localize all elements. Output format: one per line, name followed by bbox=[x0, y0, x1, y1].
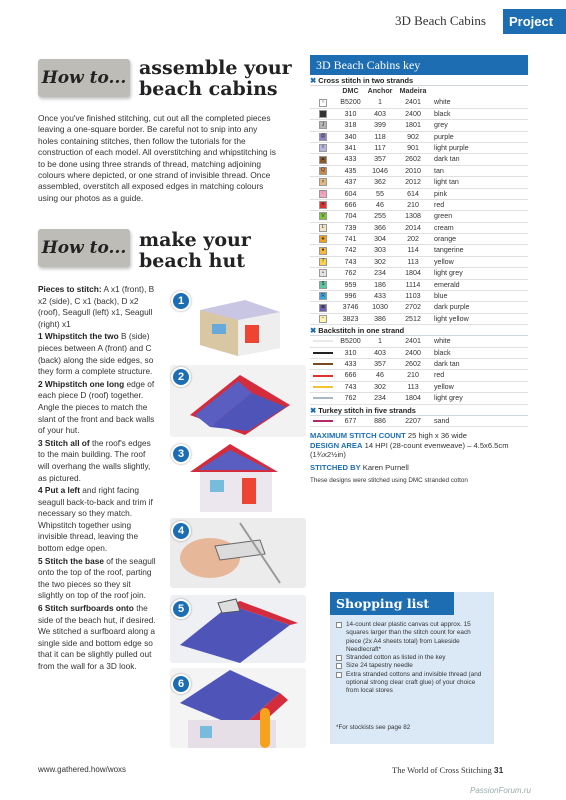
key-row bbox=[310, 370, 528, 381]
key-dmc: 739 bbox=[344, 223, 357, 232]
key-madeira: 1308 bbox=[405, 212, 421, 221]
key-dmc: 741 bbox=[344, 235, 357, 244]
key-madeira: 2401 bbox=[405, 337, 421, 346]
meta-value: Karen Purnell bbox=[362, 462, 409, 472]
key-symbol bbox=[310, 314, 336, 324]
backstitch-swatch bbox=[313, 386, 333, 388]
cross-icon: ✖ bbox=[310, 405, 317, 415]
key-dmc: 677 bbox=[344, 416, 357, 425]
key-anchor: 433 bbox=[374, 292, 386, 301]
key-name: white bbox=[434, 98, 451, 107]
key-anchor: 186 bbox=[374, 280, 386, 289]
key-row bbox=[310, 348, 528, 359]
key-subhead bbox=[310, 75, 528, 86]
key-row bbox=[310, 223, 528, 234]
symbol-swatch: ∩ bbox=[319, 99, 327, 107]
key-madeira: 1103 bbox=[405, 292, 421, 301]
symbol-swatch: L bbox=[319, 224, 327, 232]
design-area bbox=[310, 441, 528, 459]
key-madeira: 1114 bbox=[405, 280, 421, 289]
key-row bbox=[310, 314, 528, 325]
step-title: 5 Stitch the base bbox=[38, 555, 104, 566]
key-anchor: 117 bbox=[374, 143, 386, 152]
key-name: red bbox=[434, 200, 445, 209]
key-madeira: 614 bbox=[407, 189, 419, 198]
thread-key bbox=[310, 55, 528, 484]
key-row bbox=[310, 177, 528, 188]
checkbox-icon bbox=[336, 622, 342, 628]
symbol-swatch: J bbox=[319, 121, 327, 129]
key-row bbox=[310, 109, 528, 120]
key-row bbox=[310, 416, 528, 427]
step-number: 1 bbox=[171, 291, 191, 311]
key-name: orange bbox=[434, 235, 457, 244]
key-madeira: 902 bbox=[407, 132, 419, 141]
key-name: light purple bbox=[434, 143, 469, 152]
step-text: of the seagull onto the top of the roof, parting the two pieces so they sit slightly on top of the roof join. bbox=[38, 555, 156, 601]
symbol-swatch: ? bbox=[319, 258, 327, 266]
key-anchor: 46 bbox=[376, 371, 384, 380]
backstitch-swatch bbox=[313, 397, 333, 399]
meta-value: 25 high x 36 wide bbox=[407, 430, 467, 440]
step-paragraph bbox=[38, 556, 156, 602]
key-row bbox=[310, 234, 528, 245]
symbol-swatch: • bbox=[319, 269, 327, 277]
key-madeira: 2602 bbox=[405, 155, 421, 164]
key-symbol bbox=[310, 291, 336, 301]
key-symbol bbox=[310, 154, 336, 164]
key-madeira: 2401 bbox=[405, 98, 421, 107]
key-symbol bbox=[310, 245, 336, 255]
backstitch-swatch bbox=[313, 340, 333, 342]
key-symbol bbox=[310, 120, 336, 130]
col-madeira: Madeira bbox=[399, 87, 427, 95]
key-dmc: 433 bbox=[344, 359, 357, 368]
key-anchor: 234 bbox=[374, 394, 386, 403]
key-symbol bbox=[310, 166, 336, 176]
key-madeira: 2010 bbox=[405, 166, 421, 175]
key-dmc: 959 bbox=[344, 280, 357, 289]
key-madeira: 113 bbox=[407, 382, 419, 391]
key-row bbox=[310, 97, 528, 108]
key-subhead bbox=[310, 325, 528, 336]
step-number: 3 bbox=[171, 444, 191, 464]
key-dmc: 743 bbox=[344, 382, 357, 391]
key-madeira: 2207 bbox=[405, 416, 421, 425]
key-row bbox=[310, 120, 528, 131]
key-madeira: 114 bbox=[407, 246, 419, 255]
symbol-swatch: ◊ bbox=[319, 144, 327, 152]
step-text: A x1 (front), B x2 (side), C x1 (back), D x2 (roof), Seagull (left) x1, Seagull (right) x1 bbox=[38, 284, 155, 329]
key-name: light tan bbox=[434, 178, 459, 187]
back-rows bbox=[310, 336, 528, 404]
key-name: green bbox=[434, 212, 453, 221]
key-name: pink bbox=[434, 189, 448, 198]
backstitch-swatch bbox=[313, 363, 333, 365]
key-symbol bbox=[310, 234, 336, 244]
symbol-swatch: Q bbox=[319, 167, 327, 175]
heading-line: assemble your bbox=[139, 57, 292, 79]
shopping-items bbox=[336, 621, 486, 696]
key-dmc: B5200 bbox=[340, 98, 361, 107]
key-row bbox=[310, 280, 528, 291]
key-dmc: 340 bbox=[344, 132, 357, 141]
key-anchor: 302 bbox=[374, 382, 386, 391]
turkey-rows bbox=[310, 416, 528, 427]
stitched-by bbox=[310, 463, 528, 472]
step-title: 6 Stitch surfboards onto bbox=[38, 603, 134, 614]
key-row bbox=[310, 211, 528, 222]
symbol-swatch: − bbox=[319, 315, 327, 323]
key-symbol bbox=[310, 200, 336, 210]
step-paragraph bbox=[38, 331, 156, 377]
symbol-swatch: ● bbox=[319, 247, 327, 255]
cross-icon: ✖ bbox=[310, 76, 317, 85]
key-name: emerald bbox=[434, 280, 460, 289]
key-row bbox=[310, 393, 528, 404]
footer-magazine bbox=[392, 765, 503, 775]
checkbox-icon bbox=[336, 672, 342, 678]
col-anchor: Anchor bbox=[367, 87, 393, 95]
meta-label: DESIGN AREA bbox=[310, 440, 363, 450]
key-madeira: 2400 bbox=[405, 109, 421, 118]
key-row bbox=[310, 291, 528, 302]
key-anchor: 357 bbox=[374, 155, 386, 164]
key-row bbox=[310, 132, 528, 143]
symbol-swatch: ● bbox=[319, 201, 327, 209]
key-madeira: 202 bbox=[407, 235, 419, 244]
key-name: light grey bbox=[434, 269, 463, 278]
key-symbol bbox=[310, 336, 336, 346]
key-symbol bbox=[310, 97, 336, 107]
shopping-title: Shopping list bbox=[330, 592, 454, 615]
key-subhead bbox=[310, 405, 528, 416]
key-dmc: 666 bbox=[344, 371, 357, 380]
key-symbol bbox=[310, 370, 336, 380]
step-number: 6 bbox=[171, 674, 191, 694]
key-madeira: 1804 bbox=[405, 269, 421, 278]
heading-line: beach cabins bbox=[139, 78, 278, 100]
key-dmc: 437 bbox=[344, 178, 357, 187]
shopping-item bbox=[336, 654, 486, 662]
shopping-text: Size 24 tapestry needle bbox=[346, 662, 413, 670]
cross-title: Cross stitch in two strands bbox=[318, 76, 414, 85]
symbol-swatch: V bbox=[319, 212, 327, 220]
key-dmc: 762 bbox=[344, 269, 357, 278]
key-row bbox=[310, 359, 528, 370]
key-madeira: 2400 bbox=[405, 348, 421, 357]
checkbox-icon bbox=[336, 663, 342, 669]
key-madeira: 2602 bbox=[405, 359, 421, 368]
key-anchor: 399 bbox=[374, 121, 386, 130]
key-anchor: 1030 bbox=[372, 303, 388, 312]
key-row bbox=[310, 166, 528, 177]
shopping-text: Stranded cotton as listed in the key bbox=[346, 654, 446, 662]
checkbox-icon bbox=[336, 655, 342, 661]
key-madeira: 1801 bbox=[405, 121, 421, 130]
key-symbol bbox=[310, 268, 336, 278]
footer-url: www.gathered.how/woxs bbox=[38, 765, 127, 774]
key-symbol bbox=[310, 359, 336, 369]
key-anchor: 1 bbox=[378, 337, 382, 346]
watermark: PassionForum.ru bbox=[470, 786, 531, 795]
key-name: dark tan bbox=[434, 359, 460, 368]
key-row bbox=[310, 336, 528, 347]
key-symbol bbox=[310, 257, 336, 267]
symbol-swatch: × bbox=[319, 178, 327, 186]
step-title: Pieces to stitch: bbox=[38, 284, 102, 294]
heading-line: make your bbox=[139, 229, 251, 251]
key-anchor: 302 bbox=[374, 257, 386, 266]
symbol-swatch: @ bbox=[320, 133, 326, 140]
shopping-text: Extra stranded cottons and invisible thread (and optional strong clear craft glue) of your choice from local stores bbox=[346, 670, 482, 695]
stockists-note: *For stockists see page 82 bbox=[336, 724, 411, 731]
key-name: white bbox=[434, 337, 451, 346]
key-row bbox=[310, 268, 528, 279]
symbol-swatch: ★ bbox=[320, 235, 326, 242]
key-dmc: 310 bbox=[344, 109, 357, 118]
key-name: tangerine bbox=[434, 246, 464, 255]
key-madeira: 2702 bbox=[405, 303, 421, 312]
heading-line: beach hut bbox=[139, 250, 246, 272]
symbol-swatch: ▲ bbox=[320, 155, 326, 162]
backstitch-swatch bbox=[313, 420, 333, 422]
key-name: cream bbox=[434, 223, 454, 232]
step-text: the side of the beach hut, if desired. We stitched a surfboard along a single side and bottom edge so that it can be slightly pulled out from the wall for a 3D look. bbox=[38, 603, 156, 671]
step-number: 4 bbox=[171, 521, 191, 541]
key-madeira: 2014 bbox=[405, 223, 421, 232]
steps-list bbox=[38, 284, 156, 674]
key-dmc: 742 bbox=[344, 246, 357, 255]
key-anchor: 118 bbox=[374, 132, 386, 141]
shopping-item bbox=[336, 671, 486, 696]
key-name: black bbox=[434, 109, 451, 118]
symbol-swatch: R bbox=[319, 292, 327, 300]
intro-text: Once you've finished stitching, cut out all the completed pieces leaving a one-square border. Be careful not to snip into any holes containing stitches, then follow the tutorials for the construction of each model. All overstitching and whipstitching is to be done using three strands of thread, matching adjoining colours where depicted, or one strand of invisible thread. Once assembled, overstitch all exposed edges in matching colours using our photos as a guide. bbox=[38, 113, 276, 203]
project-tab: Project bbox=[503, 9, 566, 34]
key-title: 3D Beach Cabins key bbox=[310, 55, 528, 75]
key-name: tan bbox=[434, 166, 444, 175]
step-title: 4 Put a left bbox=[38, 485, 80, 496]
key-dmc: 435 bbox=[344, 166, 357, 175]
key-name: dark purple bbox=[434, 303, 470, 312]
key-symbol bbox=[310, 223, 336, 233]
key-dmc: 3746 bbox=[342, 303, 359, 312]
key-symbol bbox=[310, 348, 336, 358]
key-anchor: 1 bbox=[378, 98, 382, 107]
key-name: dark tan bbox=[434, 155, 460, 164]
key-symbol bbox=[310, 211, 336, 221]
key-anchor: 886 bbox=[374, 416, 386, 425]
key-row bbox=[310, 200, 528, 211]
shopping-text: 14-count clear plastic canvas cut approx. 15 squares larger than the stitch count for each piece (2x A4 sheets total) from Lakeside Needlecraft* bbox=[346, 621, 471, 653]
key-madeira: 2512 bbox=[405, 314, 421, 323]
key-anchor: 234 bbox=[374, 269, 386, 278]
meta-label: STITCHED BY bbox=[310, 462, 361, 472]
key-dmc: 604 bbox=[344, 189, 357, 198]
meta-label: MAXIMUM STITCH COUNT bbox=[310, 430, 406, 440]
turkey-title: Turkey stitch in five strands bbox=[318, 405, 416, 415]
key-dmc: 310 bbox=[344, 348, 357, 357]
meta-value: 14 HPI (28-count evenweave) – 4.5x6.5cm (1¾x2½in) bbox=[310, 440, 509, 459]
step-title: 2 Whipstitch one long bbox=[38, 378, 125, 389]
step-paragraph bbox=[38, 379, 156, 437]
key-anchor: 304 bbox=[374, 235, 386, 244]
key-column-headers bbox=[310, 86, 528, 97]
magazine-name: The World of Cross Stitching bbox=[392, 765, 492, 775]
key-anchor: 366 bbox=[374, 223, 386, 232]
backstitch-swatch bbox=[313, 352, 333, 354]
max-stitch-count bbox=[310, 431, 528, 440]
step-paragraph bbox=[38, 603, 156, 673]
step-title: 3 Stitch all of bbox=[38, 437, 90, 448]
key-symbol bbox=[310, 132, 336, 142]
key-anchor: 46 bbox=[376, 200, 384, 209]
shopping-item bbox=[336, 662, 486, 670]
key-dmc: 762 bbox=[344, 394, 357, 403]
key-madeira: 1804 bbox=[405, 394, 421, 403]
step-paragraph bbox=[38, 284, 156, 330]
key-row bbox=[310, 245, 528, 256]
key-dmc: 433 bbox=[344, 155, 357, 164]
key-madeira: 210 bbox=[407, 200, 419, 209]
how-to-badge: How to... bbox=[38, 59, 130, 97]
key-anchor: 357 bbox=[374, 359, 386, 368]
key-symbol bbox=[310, 382, 336, 392]
key-symbol bbox=[310, 393, 336, 403]
key-madeira: 2012 bbox=[405, 178, 421, 187]
key-symbol bbox=[310, 416, 336, 426]
section-heading-make bbox=[139, 230, 251, 272]
key-dmc: B5200 bbox=[340, 337, 361, 346]
header-title: 3D Beach Cabins bbox=[395, 13, 486, 28]
key-row bbox=[310, 302, 528, 313]
key-anchor: 55 bbox=[376, 189, 384, 198]
key-dmc: 3823 bbox=[342, 314, 359, 323]
key-name: purple bbox=[434, 132, 454, 141]
key-dmc: 341 bbox=[344, 143, 357, 152]
key-anchor: 1046 bbox=[372, 166, 388, 175]
key-symbol bbox=[310, 280, 336, 290]
key-row bbox=[310, 143, 528, 154]
key-symbol bbox=[310, 143, 336, 153]
key-name: black bbox=[434, 348, 451, 357]
key-symbol bbox=[310, 302, 336, 312]
shopping-item bbox=[336, 621, 486, 654]
page-number: 31 bbox=[493, 765, 504, 775]
key-anchor: 255 bbox=[374, 212, 386, 221]
key-dmc: 704 bbox=[344, 212, 357, 221]
cross-icon: ✖ bbox=[310, 326, 317, 336]
symbol-swatch: ◙ bbox=[319, 304, 327, 312]
key-madeira: 113 bbox=[407, 257, 419, 266]
step-text: B (side) pieces between A (front) and C (back) along the side edges, so they form a complete structure. bbox=[38, 331, 154, 377]
key-anchor: 362 bbox=[374, 178, 386, 187]
key-anchor: 386 bbox=[374, 314, 386, 323]
key-name: light yellow bbox=[434, 314, 469, 323]
step-text: the roof's edges to the main building. The roof will overhang the walls slightly, as pictured. bbox=[38, 437, 151, 483]
step-number: 2 bbox=[171, 367, 191, 387]
key-name: grey bbox=[434, 121, 448, 130]
key-note: These designs were stitched using DMC stranded cotton bbox=[310, 476, 468, 484]
key-symbol bbox=[310, 177, 336, 187]
key-dmc: 318 bbox=[344, 121, 357, 130]
key-symbol bbox=[310, 189, 336, 199]
backstitch-swatch bbox=[313, 375, 333, 377]
key-anchor: 303 bbox=[374, 246, 386, 255]
key-row bbox=[310, 189, 528, 200]
key-madeira: 210 bbox=[407, 371, 419, 380]
key-madeira: 901 bbox=[407, 143, 419, 152]
symbol-swatch: $ bbox=[319, 281, 327, 289]
key-dmc: 996 bbox=[344, 292, 357, 301]
key-row bbox=[310, 382, 528, 393]
key-name: light grey bbox=[434, 394, 463, 403]
key-anchor: 403 bbox=[374, 348, 386, 357]
symbol-swatch: ♡ bbox=[320, 190, 326, 196]
key-dmc: 743 bbox=[344, 257, 357, 266]
key-name: red bbox=[434, 371, 445, 380]
step-text: edge of each piece D (roof) together. Angle the pieces to match the slant of the front and back walls of your hut. bbox=[38, 378, 155, 436]
key-name: yellow bbox=[434, 382, 454, 391]
key-symbol bbox=[310, 109, 336, 119]
key-row bbox=[310, 257, 528, 268]
key-name: sand bbox=[434, 416, 450, 425]
step-text: and right facing seagull back-to-back and trim if necessary so they match. Whipstitch together using invisible thread, leaving the bottom edge open. bbox=[38, 485, 153, 554]
step-number: 5 bbox=[171, 599, 191, 619]
key-row bbox=[310, 154, 528, 165]
key-anchor: 403 bbox=[374, 109, 386, 118]
step-paragraph bbox=[38, 438, 156, 484]
section-heading-assemble bbox=[139, 58, 292, 100]
back-title: Backstitch in one strand bbox=[318, 326, 405, 336]
cross-rows bbox=[310, 97, 528, 325]
key-name: blue bbox=[434, 292, 448, 301]
step-title: 1 Whipstitch the two bbox=[38, 331, 119, 342]
col-dmc: DMC bbox=[342, 87, 359, 95]
key-name: yellow bbox=[434, 257, 454, 266]
how-to-badge: How to... bbox=[38, 229, 130, 267]
key-dmc: 666 bbox=[344, 200, 357, 209]
step-paragraph bbox=[38, 485, 156, 555]
symbol-swatch: ■ bbox=[319, 110, 327, 118]
